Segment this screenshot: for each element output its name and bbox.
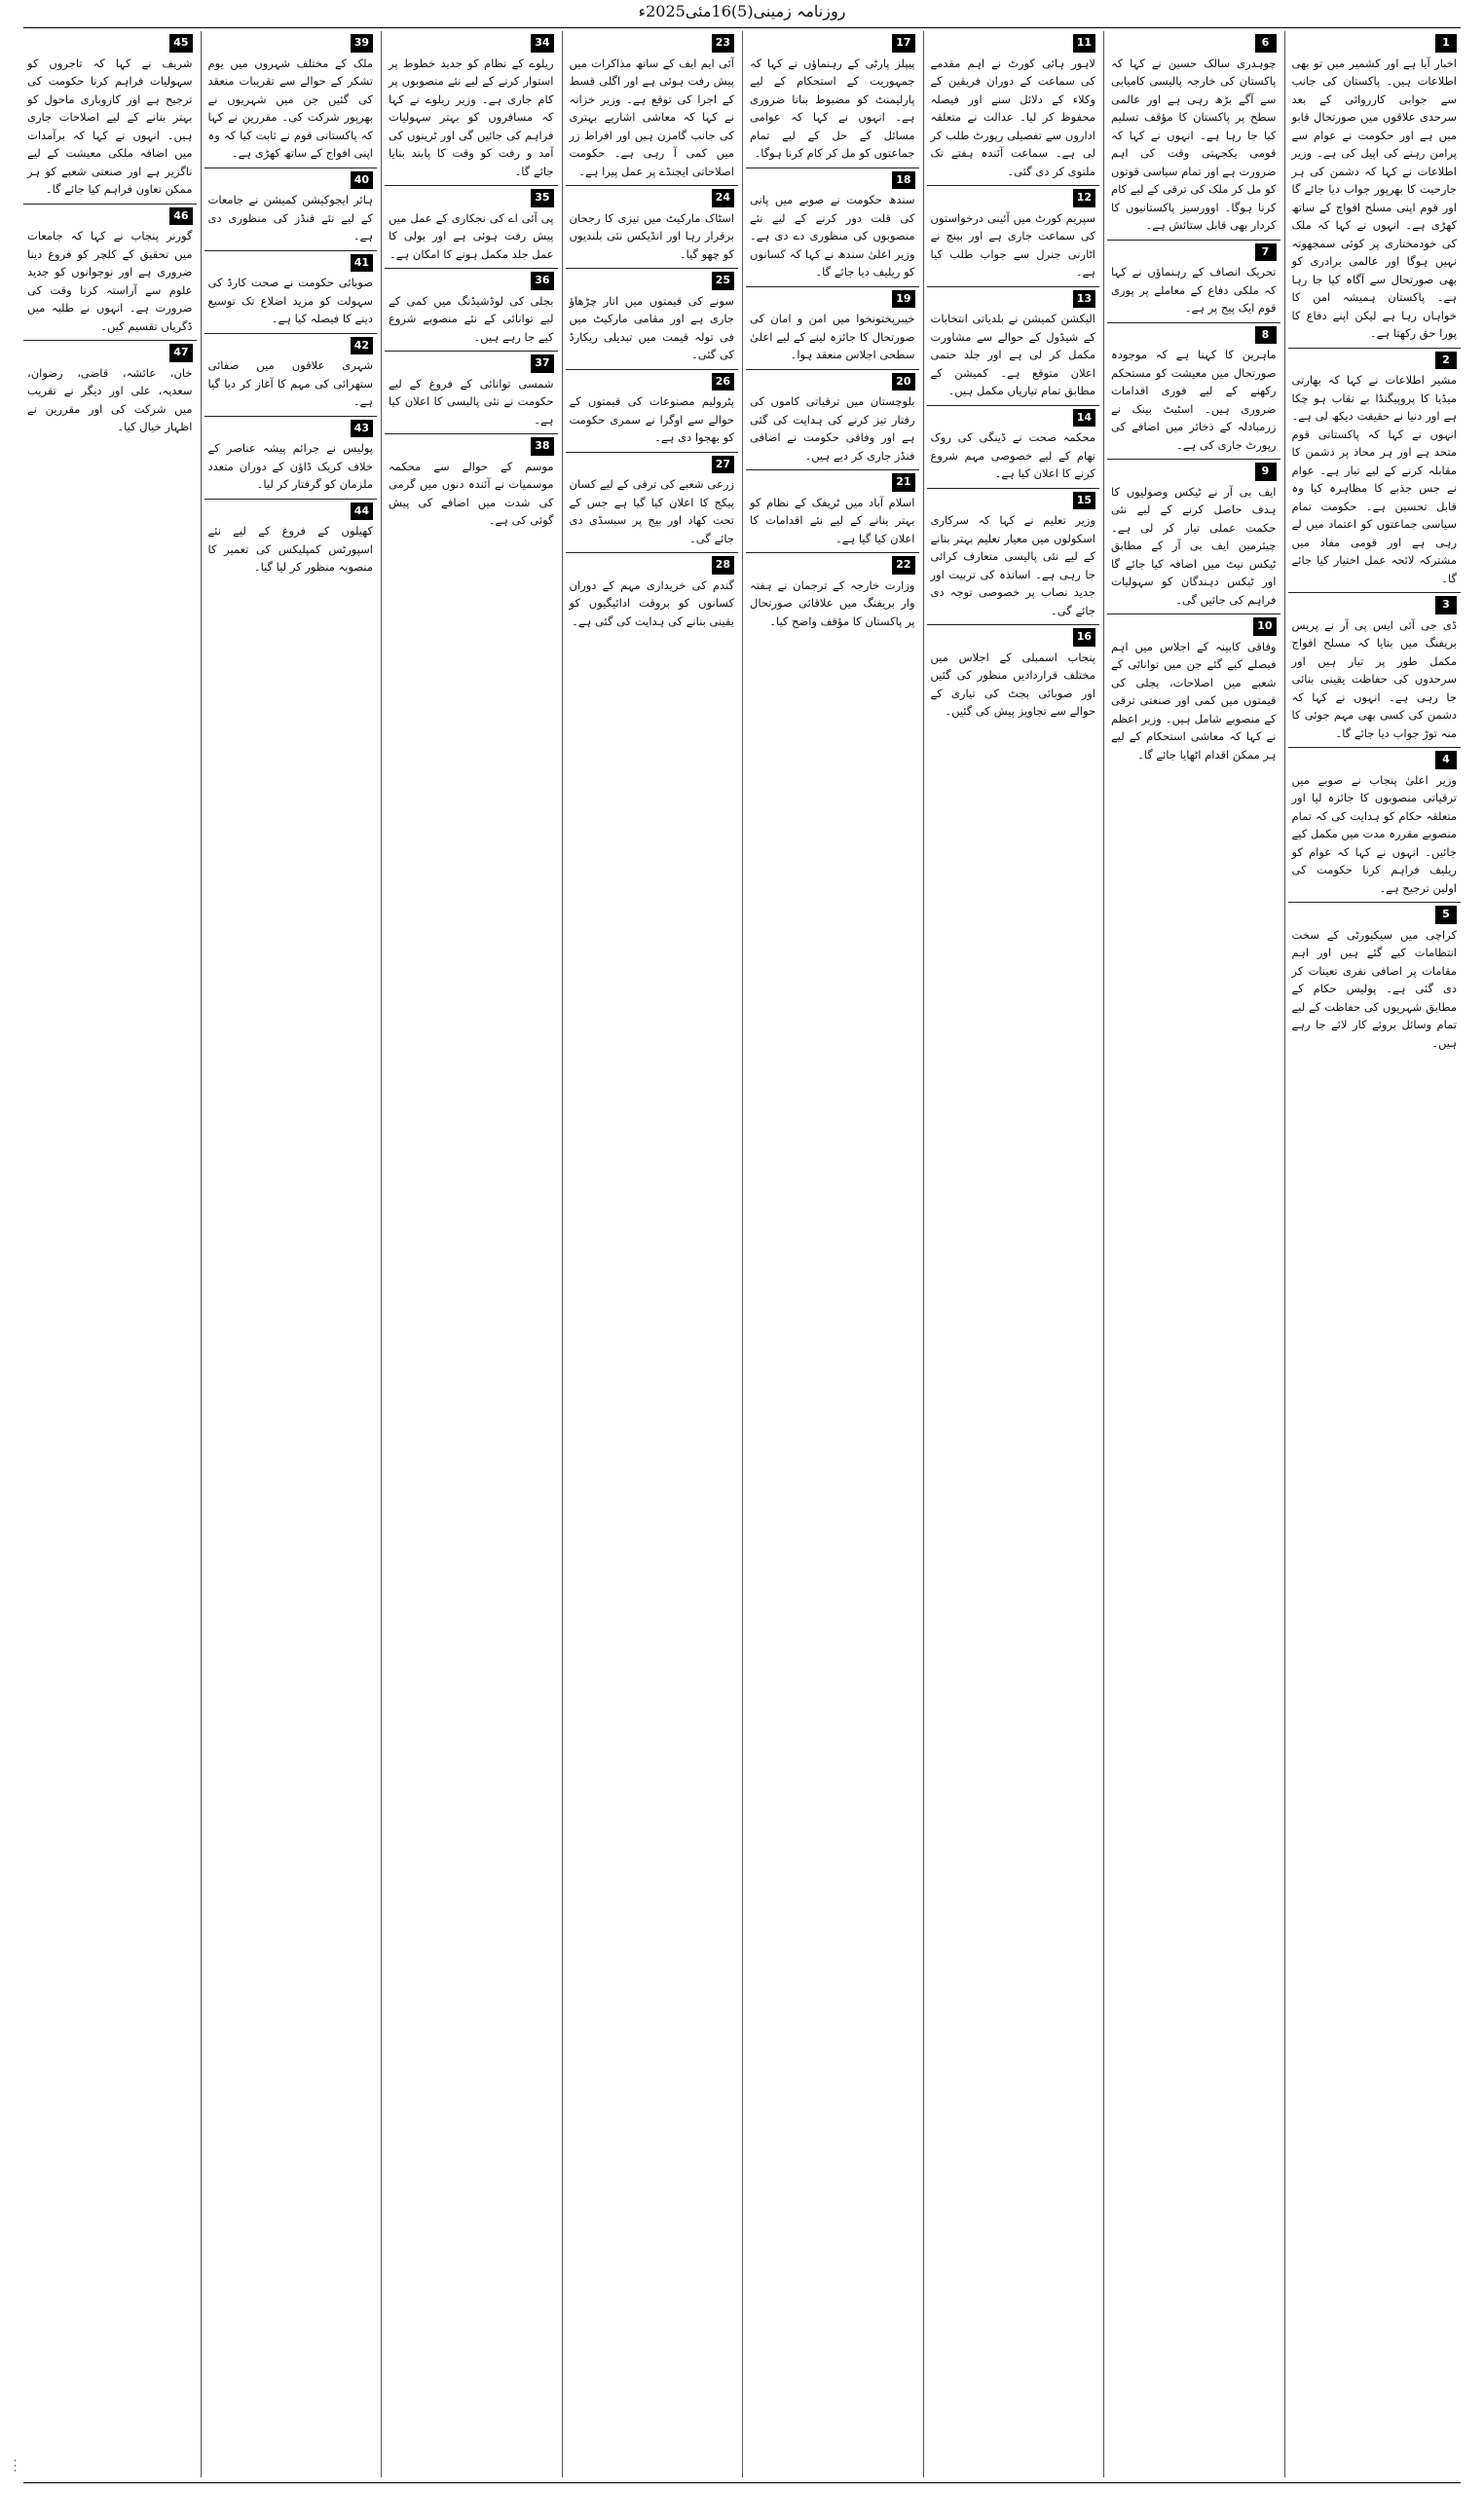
story-head <box>389 189 554 207</box>
column-separator <box>381 31 382 2477</box>
story-head <box>1111 463 1277 481</box>
story-body: ایف بی آر نے ٹیکس وصولیوں کا ہدف حاصل کرنے کے لیے نئی حکمت عملی تیار کر لی ہے۔ چیئرمین ایف بی آر کے مطابق ٹیکس نیٹ میں اضافہ کیا جائے گا اور ٹیکس دہندگان کو سہولیات فراہم کی جائیں گی۔ <box>1111 484 1277 607</box>
story-number-badge: 14 <box>1073 409 1095 428</box>
story <box>746 553 919 635</box>
story <box>1107 460 1280 614</box>
story-body: خان، عائشہ، قاضی، رضوان، سعدیہ، علی اور دیگر نے تقریب میں شرکت کی اور مقررین نے اظہار خیال کیا۔ <box>27 365 193 433</box>
story <box>927 186 1100 287</box>
story-head <box>27 344 193 362</box>
story-body: اسٹاک مارکیٹ میں تیزی کا رجحان برقرار رہا اور انڈیکس نئی بلندیوں کو چھو گیا۔ <box>569 210 734 261</box>
story-body: پولیس نے جرائم پیشہ عناصر کے خلاف کریک ڈاؤن کے دوران متعدد ملزمان کو گرفتار کر لیا۔ <box>207 441 373 491</box>
story-body: پنجاب اسمبلی کے اجلاس میں مختلف قراردادیں منظور کی گئیں اور صوبائی بجٹ کی تیاری کے حوالے سے تجاویز پیش کی گئیں۔ <box>930 650 1095 718</box>
column <box>566 31 739 2477</box>
story-number-badge: 6 <box>1255 34 1277 53</box>
story-body: شریف نے کہا کہ تاجروں کو سہولیات فراہم کرنا حکومت کی ترجیح ہے اور کاروباری ماحول کو بہتر بنانے کے لیے اصلاحات جاری ہیں۔ انہوں نے کہا کہ برآمدات میں اضافہ ملکی معیشت کے لیے ناگزیر ہے اور صنعتی شعبے کو ہر ممکن تعاون فراہم کیا جائے گا۔ <box>27 56 193 196</box>
story-body: وزارت خارجہ کے ترجمان نے ہفتہ وار بریفنگ میں علاقائی صورتحال پر پاکستان کا مؤقف واضح کیا۔ <box>750 577 915 628</box>
story-head <box>570 456 735 474</box>
story-body: کھیلوں کے فروغ کے لیے نئے اسپورٹس کمپلیکس کی تعمیر کا منصوبہ منظور کر لیا گیا۔ <box>207 524 373 574</box>
story-head <box>1292 751 1458 769</box>
story-body: سپریم کورٹ میں آئینی درخواستوں کی سماعت جاری ہے اور بینچ نے اٹارنی جنرل سے جواب طلب کیا ہے۔ <box>930 210 1095 279</box>
story-head <box>1111 34 1277 53</box>
masthead-title: روزنامہ زمینی(5)16مئی2025ء <box>638 2 846 20</box>
story-number-badge: 11 <box>1073 34 1095 53</box>
story <box>1288 748 1462 903</box>
story <box>385 186 558 269</box>
story <box>385 352 558 434</box>
story <box>927 489 1100 626</box>
story-head <box>1292 906 1458 924</box>
column-separator <box>742 31 743 2477</box>
header-rule <box>23 27 1461 28</box>
story <box>1107 31 1280 241</box>
story <box>204 31 378 168</box>
story <box>1288 349 1462 594</box>
story-number-badge: 39 <box>351 34 373 53</box>
story-number-badge: 21 <box>892 473 914 492</box>
story-number-badge: 34 <box>531 34 553 53</box>
story-head <box>931 290 1096 309</box>
story-body: شمسی توانائی کے فروغ کے لیے حکومت نے نئی پالیسی کا اعلان کیا ہے۔ <box>389 376 554 427</box>
story-head <box>389 354 554 373</box>
story-number-badge: 2 <box>1435 352 1457 370</box>
column <box>204 31 378 2477</box>
story-number-badge: 35 <box>531 189 553 207</box>
column <box>746 31 919 2477</box>
story-number-badge: 41 <box>351 254 373 273</box>
story-number-badge: 15 <box>1073 492 1095 510</box>
story <box>23 205 197 342</box>
story <box>385 269 558 352</box>
story-number-badge: 8 <box>1255 326 1277 345</box>
story-body: خیبرپختونخوا میں امن و امان کی صورتحال کا جائزہ لینے کے لیے اعلیٰ سطحی اجلاس منعقد ہوا۔ <box>750 312 915 361</box>
story-body: وفاقی کابینہ کے اجلاس میں اہم فیصلے کیے گئے جن میں توانائی کے شعبے میں اصلاحات، بجلی کی قیمتوں میں کمی اور صنعتی ترقی کے منصوبے شامل ہیں۔ وزیر اعظم نے کہا کہ معاشی استحکام کے لیے ہر ممکن اقدام اٹھایا جائے گا۔ <box>1111 639 1277 762</box>
story-head <box>570 189 735 207</box>
story-number-badge: 1 <box>1435 34 1457 53</box>
story-number-badge: 9 <box>1255 463 1277 481</box>
bottom-rule <box>23 2482 1461 2483</box>
story-body: الیکشن کمیشن نے بلدیاتی انتخابات کے شیڈول کے حوالے سے مشاورت مکمل کر لی ہے اور جلد حتمی اعلان متوقع ہے۔ کمیشن کے مطابق تمام تیاریاں مکمل ہیں۔ <box>930 312 1095 397</box>
story <box>1107 323 1280 461</box>
story-number-badge: 25 <box>712 272 734 290</box>
story-body: گورنر پنجاب نے کہا کہ جامعات میں تحقیق کے کلچر کو فروغ دینا ضروری ہے اور نوجوانوں کو جدید علوم سے آراستہ کرنا وقت کی ضرورت ہے۔ انہوں نے طلبہ میں ڈگریاں تقسیم کیں۔ <box>27 229 193 333</box>
story <box>23 31 197 205</box>
story-head <box>208 420 374 438</box>
story <box>927 287 1100 406</box>
story-head <box>750 556 915 575</box>
story-number-badge: 13 <box>1073 290 1095 309</box>
column <box>1288 31 1462 2477</box>
story <box>1107 614 1280 768</box>
story-number-badge: 20 <box>892 373 914 391</box>
column-separator <box>562 31 563 2477</box>
story-body: ملک کے مختلف شہروں میں یوم تشکر کے حوالے سے تقریبات منعقد کی گئیں جن میں شہریوں نے بھرپور شرکت کی۔ مقررین نے کہا کہ پاکستانی قوم نے ثابت کیا کہ وہ اپنی افواج کے ساتھ کھڑی ہے۔ <box>207 56 373 160</box>
story-head <box>1292 34 1458 53</box>
story-number-badge: 28 <box>712 556 734 575</box>
story-head <box>208 34 374 53</box>
story-body: پی آئی اے کی نجکاری کے عمل میں پیش رفت ہوئی ہے اور بولی کا عمل جلد مکمل ہونے کا امکان ہے۔ <box>389 210 554 261</box>
story-body: وزیر اعلیٰ پنجاب نے صوبے میں ترقیاتی منصوبوں کا جائزہ لیا اور متعلقہ حکام کو ہدایت کی کہ تمام منصوبے مقررہ مدت میں مکمل کیے جائیں۔ انہوں نے کہا کہ عوام کو ریلیف فراہم کرنا حکومت کی اولین ترجیح ہے۔ <box>1291 772 1457 895</box>
story <box>204 251 378 334</box>
story-head <box>1292 352 1458 370</box>
story-number-badge: 37 <box>531 354 553 373</box>
column <box>1107 31 1280 2477</box>
column <box>385 31 558 2477</box>
story <box>566 453 739 554</box>
story <box>204 500 378 581</box>
story-number-badge: 17 <box>892 34 914 53</box>
story <box>927 31 1100 186</box>
newspaper-page <box>23 31 1461 2477</box>
story-number-badge: 40 <box>351 171 373 190</box>
story-number-badge: 45 <box>169 34 192 53</box>
story-body: اسلام آباد میں ٹریفک کے نظام کو بہتر بنانے کے لیے نئے اقدامات کا اعلان کیا گیا ہے۔ <box>750 495 915 545</box>
story-head <box>931 409 1096 428</box>
story-head <box>1111 326 1277 345</box>
story-head <box>208 171 374 190</box>
story-body: صوبائی حکومت نے صحت کارڈ کی سہولت کو مزید اضلاع تک توسیع دینے کا فیصلہ کیا ہے۔ <box>207 276 373 325</box>
story-number-badge: 47 <box>169 344 192 362</box>
story-head <box>750 290 915 309</box>
story-body: تحریک انصاف کے رہنماؤں نے کہا کہ ملکی دفاع کے معاملے پر پوری قوم ایک پیج پر ہے۔ <box>1111 265 1277 315</box>
story-body: موسم کے حوالے سے محکمہ موسمیات نے آئندہ دنوں میں گرمی کی شدت میں اضافے کی پیش گوئی کی ہے۔ <box>389 459 554 527</box>
story-body: سونے کی قیمتوں میں اتار چڑھاؤ جاری ہے اور مقامی مارکیٹ میں فی تولہ قیمت میں تبدیلی ریکارڈ کی گئی۔ <box>569 293 734 361</box>
story-number-badge: 24 <box>712 189 734 207</box>
story-body: ریلوے کے نظام کو جدید خطوط پر استوار کرنے کے لیے نئے منصوبوں پر کام جاری ہے۔ وزیر ریلوے نے کہا کہ مسافروں کو بہتر سہولیات فراہم کی جائیں گی اور ٹرینوں کی آمد و رفت کو وقت کا پابند بنایا جائے گا۔ <box>389 56 554 178</box>
story-body: سندھ حکومت نے صوبے میں پانی کی قلت دور کرنے کے لیے نئے منصوبوں کی منظوری دے دی ہے۔ وزیر اعلیٰ سندھ نے کہا کہ کسانوں کو ریلیف دیا جائے گا۔ <box>750 193 915 279</box>
story-body: کراچی میں سیکیورٹی کے سخت انتظامات کیے گئے ہیں اور اہم مقامات پر اضافی نفری تعینات کر دی گئی ہے۔ پولیس حکام کے مطابق شہریوں کی حفاظت کے لیے تمام وسائل بروئے کار لائے جا رہے ہیں۔ <box>1291 927 1457 1050</box>
story-body: گندم کی خریداری مہم کے دوران کسانوں کو بروقت ادائیگیوں کو یقینی بنانے کی ہدایت کی گئی ہے۔ <box>569 577 734 628</box>
story-body: محکمہ صحت نے ڈینگی کی روک تھام کے لیے خصوصی مہم شروع کرنے کا اعلان کیا ہے۔ <box>930 430 1095 480</box>
story-number-badge: 23 <box>712 34 734 53</box>
story-number-badge: 22 <box>892 556 914 575</box>
story <box>1288 903 1462 1057</box>
story-number-badge: 44 <box>351 502 373 521</box>
story <box>23 341 197 441</box>
story-body: چوہدری سالک حسین نے کہا کہ پاکستان کی خارجہ پالیسی کامیابی سے آگے بڑھ رہی ہے اور عالمی سطح پر پاکستان کا مؤقف تسلیم کیا جا رہا ہے۔ انہوں نے کہا کہ قومی یکجہتی وقت کی اہم ضرورت ہے اور تمام سیاسی قوتوں کو مل کر ملک کی ترقی کے لیے کام کرنا ہوگا۔ اوورسیز پاکستانیوں کا کردار بھی قابل ستائش ہے۔ <box>1111 56 1277 232</box>
story-body: لاہور ہائی کورٹ نے اہم مقدمے کی سماعت کے دوران فریقین کے وکلاء کے دلائل سنے اور فیصلہ محفوظ کر لیا۔ عدالت نے متعلقہ اداروں سے تفصیلی رپورٹ طلب کر لی ہے۔ سماعت آئندہ ہفتے تک ملتوی کر دی گئی۔ <box>930 56 1095 178</box>
story-number-badge: 38 <box>531 437 553 456</box>
story-head <box>570 373 735 391</box>
story-number-badge: 4 <box>1435 751 1457 769</box>
story-body: بجلی کی لوڈشیڈنگ میں کمی کے لیے توانائی کے نئے منصوبے شروع کیے جا رہے ہیں۔ <box>389 293 554 344</box>
story <box>1288 31 1462 349</box>
story-number-badge: 42 <box>351 337 373 355</box>
story-body: ڈی جی آئی ایس پی آر نے پریس بریفنگ میں بتایا کہ مسلح افواج مکمل طور پر تیار ہیں اور سرحدوں کی حفاظت یقینی بنائی جا رہی ہے۔ انہوں نے کہا کہ دشمن کی کسی بھی مہم جوئی کا منہ توڑ جواب دیا جائے گا۔ <box>1291 617 1457 740</box>
story-number-badge: 43 <box>351 420 373 438</box>
story-head <box>750 171 915 190</box>
story <box>385 434 558 535</box>
story-number-badge: 19 <box>892 290 914 309</box>
column <box>23 31 197 2477</box>
story-body: وزیر تعلیم نے کہا کہ سرکاری اسکولوں میں معیار تعلیم بہتر بنانے کے لیے نئی پالیسی متعارف کرائی جا رہی ہے۔ اساتذہ کی تربیت اور جدید نصاب پر خصوصی توجہ دی جائے گی۔ <box>930 513 1095 617</box>
story <box>746 168 919 287</box>
story <box>927 406 1100 489</box>
column-separator <box>1284 31 1285 2477</box>
story <box>204 417 378 500</box>
story-number-badge: 27 <box>712 456 734 474</box>
story <box>746 370 919 471</box>
story-head <box>931 492 1096 510</box>
story-head <box>208 337 374 355</box>
story <box>927 625 1100 726</box>
story-body: اخبار آیا ہے اور کشمیر میں تو بھی اطلاعات ہیں۔ پاکستان کی جانب سے جوابی کارروائی کے بعد سرحدی علاقوں میں صورتحال قابو میں ہے اور حکومت نے عوام سے پرامن رہنے کی اپیل کی ہے۔ وزیر اطلاعات نے کہا کہ دشمن کی ہر جارحیت کا بھرپور جواب دیا جائے گا اور قوم اپنی مسلح افواج کے ساتھ کھڑی ہے۔ انہوں نے کہا کہ ملک کی خودمختاری پر کوئی سمجھوتہ نہیں ہوگا اور عالمی برادری کو بھی صورتحال سے آگاہ کیا جا رہا ہے۔ پاکستان ہمیشہ امن کا خواہاں رہا ہے لیکن اپنے دفاع کا پورا حق رکھتا ہے۔ <box>1291 56 1457 340</box>
story-number-badge: 5 <box>1435 906 1457 924</box>
story-head <box>27 34 193 53</box>
story-head <box>750 373 915 391</box>
side-note: ۔۔۔ <box>12 2458 21 2474</box>
story-head <box>931 34 1096 53</box>
story-head <box>750 34 915 53</box>
story-number-badge: 7 <box>1255 243 1277 262</box>
story-head <box>389 34 554 53</box>
story <box>385 31 558 186</box>
story-body: ماہرین کا کہنا ہے کہ موجودہ صورتحال میں معیشت کو مستحکم رکھنے کے لیے فوری اقدامات ضروری ہیں۔ اسٹیٹ بینک نے زرمبادلہ کے ذخائر میں اضافے کی رپورٹ جاری کی ہے۔ <box>1111 348 1277 452</box>
story <box>566 553 739 635</box>
story-head <box>208 254 374 273</box>
story-body: پٹرولیم مصنوعات کی قیمتوں کے حوالے سے اوگرا نے سمری حکومت کو بھجوا دی ہے۔ <box>569 394 734 444</box>
story <box>566 31 739 186</box>
story-head <box>27 207 193 226</box>
column <box>927 31 1100 2477</box>
story-head <box>389 272 554 290</box>
story-head <box>1111 617 1277 636</box>
story-body: آئی ایم ایف کے ساتھ مذاکرات میں پیش رفت ہوئی ہے اور اگلی قسط کے اجرا کی توقع ہے۔ وزیر خزانہ نے کہا کہ معاشی اشاریے بہتری کی جانب گامزن ہیں اور افراط زر میں کمی آ رہی ہے۔ حکومت اصلاحاتی ایجنڈے پر عمل پیرا ہے۔ <box>569 56 734 178</box>
story-number-badge: 36 <box>531 272 553 290</box>
story <box>566 370 739 453</box>
story-head <box>570 272 735 290</box>
column-separator <box>1103 31 1104 2477</box>
story-number-badge: 46 <box>169 207 192 226</box>
story <box>746 287 919 370</box>
story-body: زرعی شعبے کی ترقی کے لیے کسان پیکج کا اعلان کیا گیا ہے جس کے تحت کھاد اور بیج پر سبسڈی دی جائے گی۔ <box>569 477 734 545</box>
story <box>204 168 378 251</box>
story-head <box>570 556 735 575</box>
story-body: بلوچستان میں ترقیاتی کاموں کی رفتار تیز کرنے کی ہدایت کی گئی ہے اور وفاقی حکومت نے اضافی فنڈز جاری کر دیے ہیں۔ <box>750 394 915 463</box>
story <box>746 470 919 553</box>
story-head <box>570 34 735 53</box>
column-separator <box>201 31 202 2477</box>
story-body: ہائر ایجوکیشن کمیشن نے جامعات کے لیے نئے فنڈز کی منظوری دی ہے۔ <box>207 193 373 242</box>
story-head <box>931 189 1096 207</box>
story <box>566 269 739 370</box>
story <box>1107 241 1280 323</box>
story-number-badge: 18 <box>892 171 914 190</box>
story-number-badge: 16 <box>1073 628 1095 647</box>
story-body: مشیر اطلاعات نے کہا کہ بھارتی میڈیا کا پروپیگنڈا بے نقاب ہو چکا ہے اور دنیا نے حقیقت دیکھ لی ہے۔ انہوں نے کہا کہ پاکستانی قوم متحد ہے اور ہر محاذ پر دشمن کا مقابلہ کرنے کے لیے تیار ہے۔ عوام نے جس جذبے کا مظاہرہ کیا وہ قابل تحسین ہے۔ حکومت تمام سیاسی جماعتوں کو اعتماد میں لے رہی ہے اور قومی مفاد میں مشترکہ لائحہ عمل اختیار کیا جائے گا۔ <box>1291 373 1457 585</box>
story <box>1288 593 1462 748</box>
story-number-badge: 3 <box>1435 596 1457 614</box>
story <box>746 31 919 168</box>
story-head <box>389 437 554 456</box>
story-number-badge: 12 <box>1073 189 1095 207</box>
story-head <box>1111 243 1277 262</box>
story-number-badge: 26 <box>712 373 734 391</box>
story <box>204 334 378 417</box>
story-body: پیپلز پارٹی کے رہنماؤں نے کہا کہ جمہوریت کے استحکام کے لیے پارلیمنٹ کو مضبوط بنانا ضروری ہے۔ انہوں نے کہا کہ عوامی مسائل کے حل کے لیے تمام جماعتوں کو مل کر کام کرنا ہوگا۔ <box>750 56 915 160</box>
story <box>566 186 739 269</box>
story-head <box>208 502 374 521</box>
story-head <box>931 628 1096 647</box>
story-head <box>750 473 915 492</box>
story-number-badge: 10 <box>1253 617 1276 636</box>
story-head <box>1292 596 1458 614</box>
masthead <box>0 2 1484 25</box>
column-separator <box>923 31 924 2477</box>
story-body: شہری علاقوں میں صفائی ستھرائی کی مہم کا آغاز کر دیا گیا ہے۔ <box>207 358 373 408</box>
